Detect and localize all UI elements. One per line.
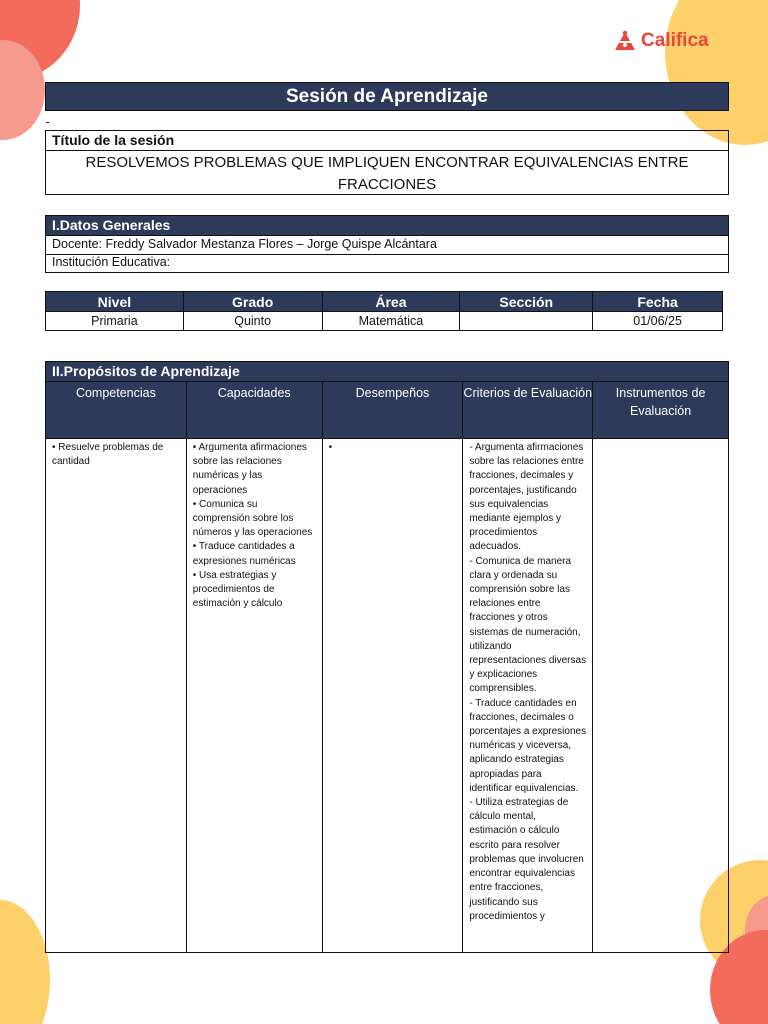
header-area: Área xyxy=(322,292,460,312)
header-competencias: Competencias xyxy=(46,382,187,439)
header-desempenos: Desempeños xyxy=(322,382,463,439)
header-seccion: Sección xyxy=(460,292,593,312)
value-nivel: Primaria xyxy=(46,312,184,331)
header-grado: Grado xyxy=(183,292,322,312)
cell-desempenos xyxy=(322,439,463,953)
purposes-table xyxy=(45,381,729,953)
value-seccion xyxy=(460,312,593,331)
cell-capacidades xyxy=(186,439,322,953)
cell-criterios xyxy=(463,439,593,953)
brand-name: Califica xyxy=(641,30,709,51)
header-instrumentos: Instrumentos de Evaluación xyxy=(593,382,729,439)
califica-logo xyxy=(613,30,709,52)
institucion-row: Institución Educativa: xyxy=(45,254,729,273)
value-grado: Quinto xyxy=(183,312,322,331)
value-fecha: 01/06/25 xyxy=(593,312,723,331)
general-data-heading: I.Datos Generales xyxy=(45,215,729,236)
purposes-heading: II.Propósitos de Aprendizaje xyxy=(45,361,729,382)
competencia-item: • Resuelve problemas de cantidad xyxy=(52,442,164,468)
header-fecha: Fecha xyxy=(593,292,723,312)
cell-instrumentos xyxy=(593,439,729,953)
header-capacidades: Capacidades xyxy=(186,382,322,439)
cell-competencias xyxy=(46,439,187,953)
desempeno-item: • xyxy=(328,442,333,453)
decorative-blob-bottom-left xyxy=(0,900,50,1024)
criterio-item: - Traduce cantidades en fracciones, decimales o porcentajes a expresiones numéricas y viceversa, aplicando estrategias apropiadas para identificar equivalencias. xyxy=(469,697,587,794)
criterio-item: - Utiliza estrategias de cálculo mental, estimación o cálculo escrito para resolver problemas que involucren encontrar equivalencias entre fracciones, justificando sus procedimientos y xyxy=(469,797,584,922)
criterio-item: - Comunica de manera clara y ordenada su comprensión sobre las relaciones entre fracciones y otros sistemas de numeración, utilizando representaciones diversas y explicaciones comprensibles. xyxy=(469,555,587,695)
capacidad-item: • Usa estrategias y procedimientos de estimación y cálculo xyxy=(192,569,283,610)
header-nivel: Nivel xyxy=(46,292,184,312)
criterio-item: - Argumenta afirmaciones sobre las relaciones entre fracciones, decimales y porcentajes, justificando sus equivalencias mediante ejemplos y procedimientos adecuados. xyxy=(469,442,584,553)
decorative-blob-top-right xyxy=(665,0,768,145)
divider-mark xyxy=(46,122,49,123)
session-title: RESOLVEMOS PROBLEMAS QUE IMPLIQUEN ENCONTRAR EQUIVALENCIAS ENTRE FRACCIONES xyxy=(45,150,729,195)
docente-row: Docente: Freddy Salvador Mestanza Flores – Jorge Quispe Alcántara xyxy=(45,236,729,255)
header-criterios: Criterios de Evaluación xyxy=(463,382,593,439)
document-title: Sesión de Aprendizaje xyxy=(45,82,729,111)
califica-logo-icon xyxy=(613,30,637,52)
value-area: Matemática xyxy=(322,312,460,331)
capacidad-item: • Argumenta afirmaciones sobre las relaciones numéricas y las operaciones xyxy=(192,442,307,496)
capacidad-item: • Traduce cantidades a expresiones numéricas xyxy=(192,541,296,567)
session-title-label: Título de la sesión xyxy=(45,130,729,151)
capacidad-item: • Comunica su comprensión sobre los números y las operaciones xyxy=(192,498,313,539)
info-table xyxy=(45,291,723,331)
